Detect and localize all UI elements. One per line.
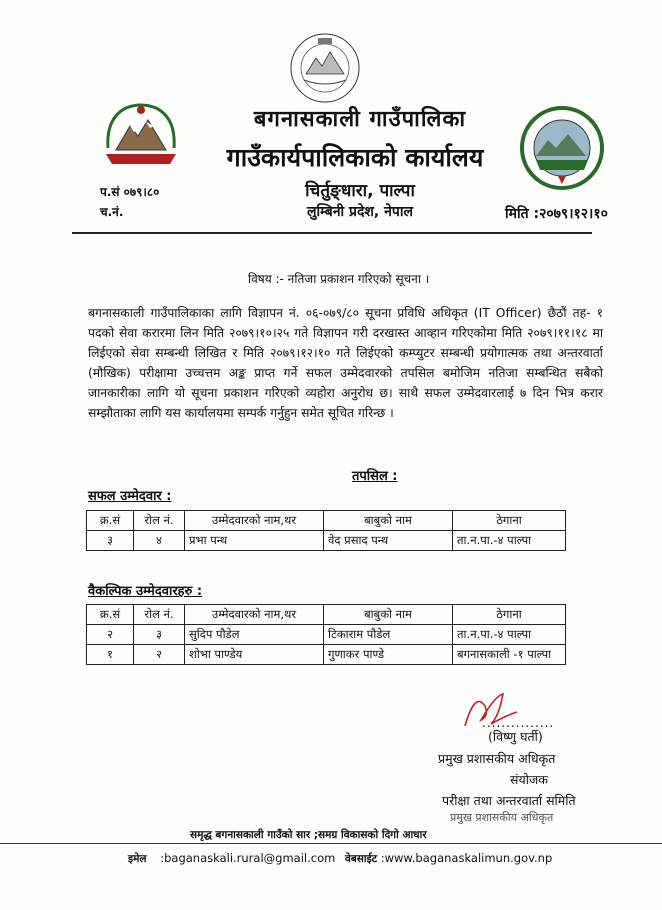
- successful-candidates-heading: सफल उम्मेदवार :: [88, 489, 172, 504]
- col-address: ठेगाना: [453, 605, 566, 625]
- cell-name: सुदिप पौडेल: [185, 625, 324, 645]
- signatory-role: संयोजक: [510, 772, 548, 787]
- municipality-name: बगनासकाली गाउँपालिका: [253, 107, 467, 132]
- table-row: [87, 531, 566, 551]
- col-name: उम्मेदवारको नाम,थर: [185, 511, 324, 531]
- table-header-row: [87, 605, 566, 625]
- col-father: बाबुको नाम: [324, 511, 453, 531]
- left-seal-emblem: [96, 98, 186, 180]
- col-sn: क्र.सं: [87, 511, 134, 531]
- cell-address: ता.न.पा.-४ पाल्पा: [453, 625, 566, 645]
- table-row: [87, 625, 566, 645]
- cell-roll: ३: [134, 625, 185, 645]
- signatory-title: प्रमुख प्रशासकीय अधिकृत: [438, 751, 556, 766]
- cell-address: ता.न.पा.-४ पाल्पा: [453, 531, 566, 551]
- letter-date: मिति :२०७९।१२।१०: [505, 206, 608, 222]
- details-heading: तपसिल :: [352, 469, 398, 484]
- cell-name: शोभा पाण्डेय: [185, 645, 324, 665]
- footer-motto: समृद्ध बगनासकाली गाउँको सार ;समग्र विकासको दिगो आधार: [190, 829, 427, 841]
- col-roll: रोल नं.: [134, 605, 185, 625]
- dispatch-number: च.नं.: [100, 205, 124, 219]
- col-name: उम्मेदवारको नाम,थर: [185, 605, 324, 625]
- cell-father: वेद प्रसाद पन्थ: [324, 531, 453, 551]
- col-address: ठेगाना: [453, 511, 566, 531]
- cell-sn: २: [87, 625, 134, 645]
- email-label: इमेल: [128, 853, 147, 865]
- cell-father: टिकाराम पौडेल: [324, 625, 453, 645]
- top-emblem: [284, 30, 366, 110]
- committee-name: परीक्षा तथा अन्तरवार्ता समिति: [442, 793, 576, 808]
- alternate-candidates-table: [86, 604, 566, 665]
- cell-father: गुणाकर पाण्डे: [324, 645, 453, 665]
- website-address[interactable]: :www.baganaskalimun.gov.np: [380, 851, 553, 865]
- cell-sn: १: [87, 645, 134, 665]
- footer-divider: [0, 843, 662, 844]
- col-roll: रोल नं.: [134, 511, 185, 531]
- signatory-stamp: प्रमुख प्रशासकीय अधिकृत: [450, 811, 554, 824]
- successful-candidates-table: [86, 510, 566, 551]
- signature-line: ...............: [482, 716, 555, 730]
- header-divider: [72, 232, 592, 234]
- alternate-candidates-heading: वैकल्पिक उम्मेदवारहरु :: [88, 584, 203, 599]
- footer-contact: [128, 851, 552, 866]
- cell-address: बगनासकाली -१ पाल्पा: [453, 645, 566, 665]
- office-location: चिर्तुङ्धारा, पाल्पा: [305, 181, 415, 201]
- cell-roll: ४: [134, 531, 185, 551]
- email-address[interactable]: :baganaskali.rural@gmail.com: [160, 851, 336, 865]
- notice-body: बगनासकाली गाउँपालिकाका लागि विज्ञापन नं. ०६-०७९/८० सूचना प्रविधि अधिकृत (IT Officer) छैठौं तह- १ पदको सेवा करारमा लिन मिति २०७९।१०।२५ गते विज्ञापन गरी दरखास्त आव्हान गरिएकोमा मिति २०७९।११।१८ मा लिईएको सेवा सम्बन्धी लिखित र मिति २०७९।१२।१० गते लिईएको कम्प्युटर सम्बन्धी प्रयोगात्मक तथा अन्तरवार्ता (मौखिक) परीक्षामा उच्चत्तम अङ्क प्राप्त गर्ने सफल उम्मेदवारको तपसिल बमोजिम नतिजा सम्बन्धित सबैको जानकारीका लागि यो सूचना प्रकाशन गरिएको व्यहोरा अनुरोध छ। साथै सफल उम्मेदवारलाई ७ दिन भित्र करार सम्झौताका लागि यस कार्यालयमा सम्पर्क गर्नुहुन समेत सूचित गरिन्छ ।: [88, 306, 603, 420]
- website-label: वेबसाईट: [344, 853, 378, 865]
- province-country: लुम्बिनी प्रदेश, नेपाल: [307, 204, 413, 220]
- letter-number: प.सं ०७९।८०: [100, 185, 160, 199]
- office-name: गाउँकार्यपालिकाको कार्यालय: [226, 143, 484, 172]
- signatory-name: (विष्णु घर्ती): [488, 729, 543, 744]
- cell-name: प्रभा पन्थ: [185, 531, 324, 551]
- col-sn: क्र.सं: [87, 605, 134, 625]
- col-father: बाबुको नाम: [324, 605, 453, 625]
- subject-line: विषय :- नतिजा प्रकाशन गरिएको सूचना ।: [248, 272, 430, 286]
- cell-roll: २: [134, 645, 185, 665]
- table-row: [87, 645, 566, 665]
- table-header-row: [87, 511, 566, 531]
- cell-sn: ३: [87, 531, 134, 551]
- right-seal-emblem: [518, 104, 606, 192]
